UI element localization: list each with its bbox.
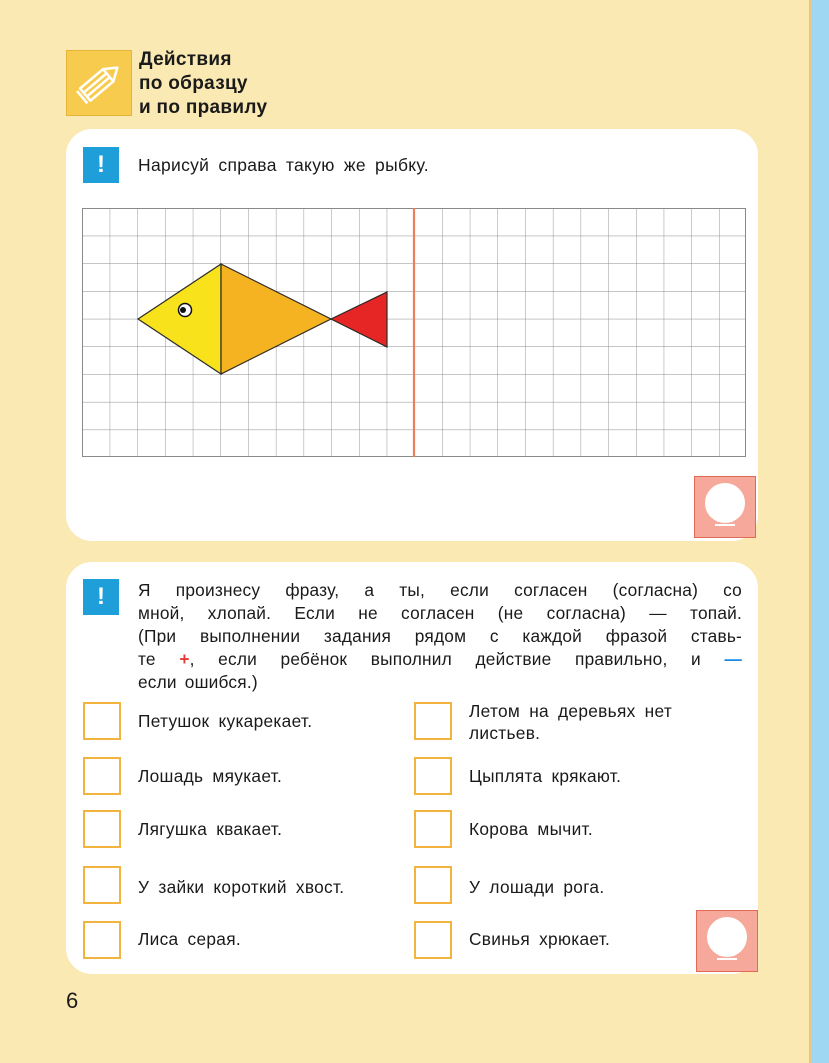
section-title (139, 48, 267, 120)
answer-box-left-4[interactable] (83, 866, 121, 904)
pencil-icon (66, 50, 132, 116)
statement-left-3: Лягушка квакает. (138, 819, 283, 839)
page-edge-stripe (811, 0, 829, 1063)
page-number: 6 (66, 988, 79, 1013)
answer-box-right-5[interactable] (414, 921, 452, 959)
instruction-line-2: мной, хлопай. Если не согласен (не согласна) — топай. (138, 603, 742, 623)
section-title-line-1: Действия (139, 49, 232, 70)
answer-box-left-5[interactable] (83, 921, 121, 959)
statement-right-5: Свинья хрюкает. (469, 929, 611, 949)
instruction-line-4 (138, 648, 742, 671)
answer-box-right-1[interactable] (414, 702, 452, 740)
answer-box-left-1[interactable] (83, 702, 121, 740)
statement-left-5: Лиса серая. (138, 929, 241, 949)
answer-box-right-2[interactable] (414, 757, 452, 795)
answer-box-right-4[interactable] (414, 866, 452, 904)
section-title-line-3: и по правилу (139, 97, 268, 118)
statement-left-2: Лошадь мяукает. (138, 766, 283, 786)
plus-sign: + (179, 649, 190, 669)
statement-right-4: У лошади рога. (469, 877, 605, 897)
instruction-line-5: если ошибся.) (138, 672, 258, 692)
minus-sign: — (724, 649, 742, 669)
statement-right-1: Летом на деревьях нет листьев. (469, 701, 673, 743)
statement-left-1: Петушок кукарекает. (138, 711, 313, 731)
answer-box-left-3[interactable] (83, 810, 121, 848)
section-title-line-2: по образцу (139, 73, 248, 94)
page-edge-line (809, 0, 811, 1063)
statement-left-4: У зайки короткий хвост. (138, 877, 345, 897)
task1-instruction: Нарисуй справа такую же рыбку. (138, 155, 429, 175)
statement-right-3: Корова мычит. (469, 819, 593, 839)
instruction-line-4-start: те (138, 649, 156, 669)
check-stamp-icon (694, 476, 756, 538)
instruction-line-4-mid: , если ребёнок выполнил действие правильно, и (189, 649, 701, 669)
instruction-line-1: Я произнесу фразу, а ты, если согласен (согласна) со (138, 580, 742, 600)
instruction-line-3: (При выполнении задания рядом с каждой фразой ставь- (138, 626, 742, 646)
task1-badge: ! (83, 147, 119, 183)
task2-badge: ! (83, 579, 119, 615)
check-stamp-icon (696, 910, 758, 972)
answer-box-left-2[interactable] (83, 757, 121, 795)
statement-right-2: Цыплята крякают. (469, 766, 622, 786)
drawing-grid[interactable] (82, 208, 747, 458)
task2-instruction (138, 579, 742, 694)
answer-box-right-3[interactable] (414, 810, 452, 848)
